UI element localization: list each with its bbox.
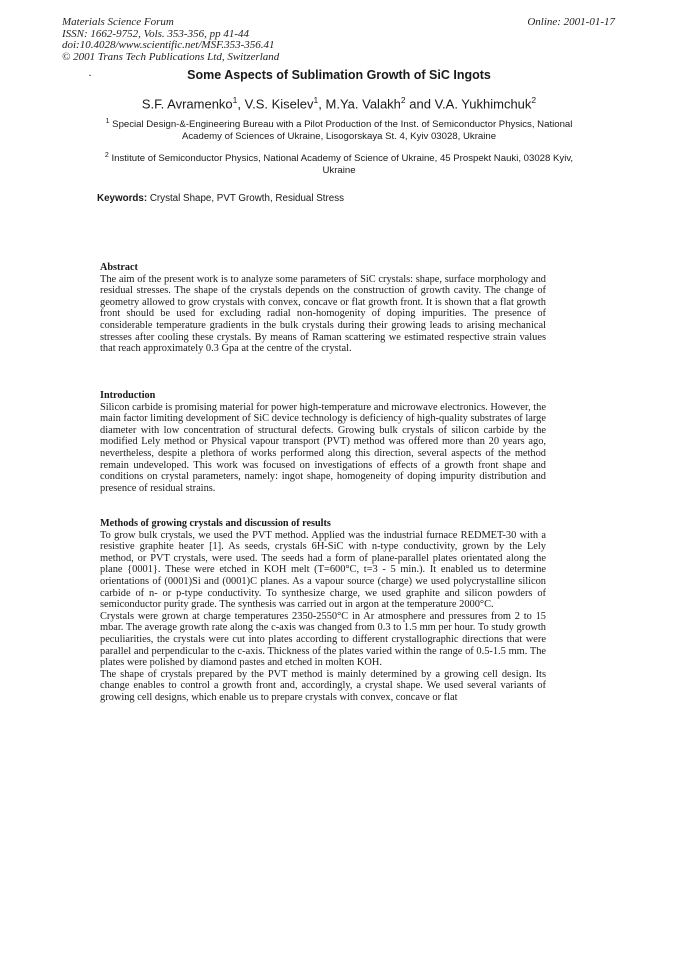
methods-paragraph: The shape of crystals prepared by the PVT method is mainly determined by a growing cell design. Its change enables to control a growth front and, accordingly, a crystal shape. We used several variants of growing cell designs, which enable us to prepare crystals with convex, concave or flat bbox=[100, 668, 546, 703]
affiliation-2 bbox=[100, 150, 578, 176]
methods-paragraph: To grow bulk crystals, we used the PVT method. Applied was the industrial furnace REDMET-30 with a resistive graphite heater [1]. As seeds, crystals 6H-SiC with n-type conductivity, grown by the Lely method, or PVT crystals, were used. The seeds had a form of plane-parallel plates orientated along the plane {0001}. These were etched in KOH melt (T=600°C, t=3 - 5 min.). It enabled us to determine orientations of (0001)Si and (0001)C planes. As a vapour source (charge) we used polycrystalline silicon carbide of n- or p-type conductivity. To synthesize charge, we used graphite and silicon powders of semiconductor purity grade. The synthesis was carried out in argon at the temperature 2000°C. bbox=[100, 529, 546, 611]
bullet-mark: · bbox=[88, 68, 92, 82]
doi-line: doi:10.4028/www.scientific.net/MSF.353-356.41 bbox=[62, 39, 275, 51]
methods-section bbox=[100, 518, 546, 704]
journal-name: Materials Science Forum bbox=[62, 16, 174, 28]
author-affiliation-mark: 1 bbox=[232, 95, 238, 105]
affiliation-mark: 1 bbox=[105, 118, 110, 125]
introduction-heading: Introduction bbox=[100, 390, 156, 401]
author-and: and bbox=[405, 96, 435, 112]
author-separator: , bbox=[237, 96, 245, 112]
methods-paragraph: Crystals were grown at charge temperatures 2350-2550°C in Ar atmosphere and pressures from 2 to 15 mbar. The average growth rate along the c-axis was changed from 0.3 to 1.5 mm per hour. To study growth peculiarities, the crystals were cut into plates according to different crystallographic directions that were parallel and perpendicular to the c-axis. Thickness of the plates varied within the range of 0.5-1.5 mm. The plates were polished by diamond pastes and etched in molten KOH. bbox=[100, 610, 546, 669]
keywords-line bbox=[97, 193, 344, 204]
author-affiliation-mark: 1 bbox=[313, 95, 319, 105]
affiliation-mark: 2 bbox=[104, 152, 109, 159]
paper-title: Some Aspects of Sublimation Growth of SiC Ingots bbox=[187, 68, 491, 82]
keywords-label: Keywords: bbox=[97, 193, 148, 204]
abstract-section bbox=[100, 262, 546, 355]
author-name: V.A. Yukhimchuk bbox=[434, 96, 532, 112]
author-list bbox=[0, 95, 678, 111]
author-name: M.Ya. Valakh bbox=[325, 96, 401, 112]
introduction-text: Silicon carbide is promising material for power high-temperature and microwave electronics. However, the main factor limiting development of SiC device technology is deficiency of high-quality substrates of large diameter with low concentration of structural defects. Growing bulk crystals of silicon carbide by the modified Lely method or Physical vapour transport (PVT) method was offered more than 20 years ago, nevertheless, despite a plethora of works performed along this direction, several aspects of the method remain undeveloped. This work was focused on investigations of effects of a growth front shape and conditions on crystal parameters, namely: ingot shape, homogeneity of doping impurity distribution and presence of residual strains. bbox=[100, 401, 546, 494]
journal-header bbox=[62, 17, 422, 63]
online-date: Online: 2001-01-17 bbox=[527, 16, 615, 28]
affiliation-text: Institute of Semiconductor Physics, National Academy of Science of Ukraine, 45 Prospekt Nauki, 03028 Kyiv, Ukraine bbox=[111, 153, 574, 176]
introduction-section bbox=[100, 390, 546, 494]
author-separator: , bbox=[318, 96, 326, 112]
author-affiliation-mark: 2 bbox=[400, 95, 406, 105]
methods-heading: Methods of growing crystals and discussion of results bbox=[100, 518, 331, 529]
affiliation-text: Special Design-&-Engineering Bureau with a Pilot Production of the Inst. of Semiconductor Physics, National Academy of Sciences of Ukraine, Lisogorskaya St. 4, Kyiv 03028, Ukraine bbox=[112, 119, 573, 142]
author-affiliation-mark: 2 bbox=[531, 95, 537, 105]
abstract-heading: Abstract bbox=[100, 262, 138, 273]
keywords-text: Crystal Shape, PVT Growth, Residual Stress bbox=[149, 193, 345, 204]
affiliation-1 bbox=[100, 116, 578, 142]
issn-line: ISSN: 1662-9752, Vols. 353-356, pp 41-44 bbox=[62, 27, 249, 40]
author-name: S.F. Avramenko bbox=[141, 96, 233, 112]
copyright-line: © 2001 Trans Tech Publications Ltd, Switzerland bbox=[62, 50, 280, 63]
author-name: V.S. Kiselev bbox=[244, 96, 314, 112]
abstract-text: The aim of the present work is to analyze some parameters of SiC crystals: shape, surface morphology and residual stresses. The shape of the crystals depends on the construction of growth cavity. The change of geometry allowed to grow crystals with convex, concave or flat growth front. It is shown that a flat growth front should be used for excluding radial non-homogenity of doping impurities. The presence of considerable temperature gradients in the bulk crystals during their growing leads to arising mechanical stresses after cooling these crystals. By means of Raman scattering we estimated respective strain values that reach approximately 0.3 Gpa at the centre of the crystal. bbox=[100, 273, 546, 355]
